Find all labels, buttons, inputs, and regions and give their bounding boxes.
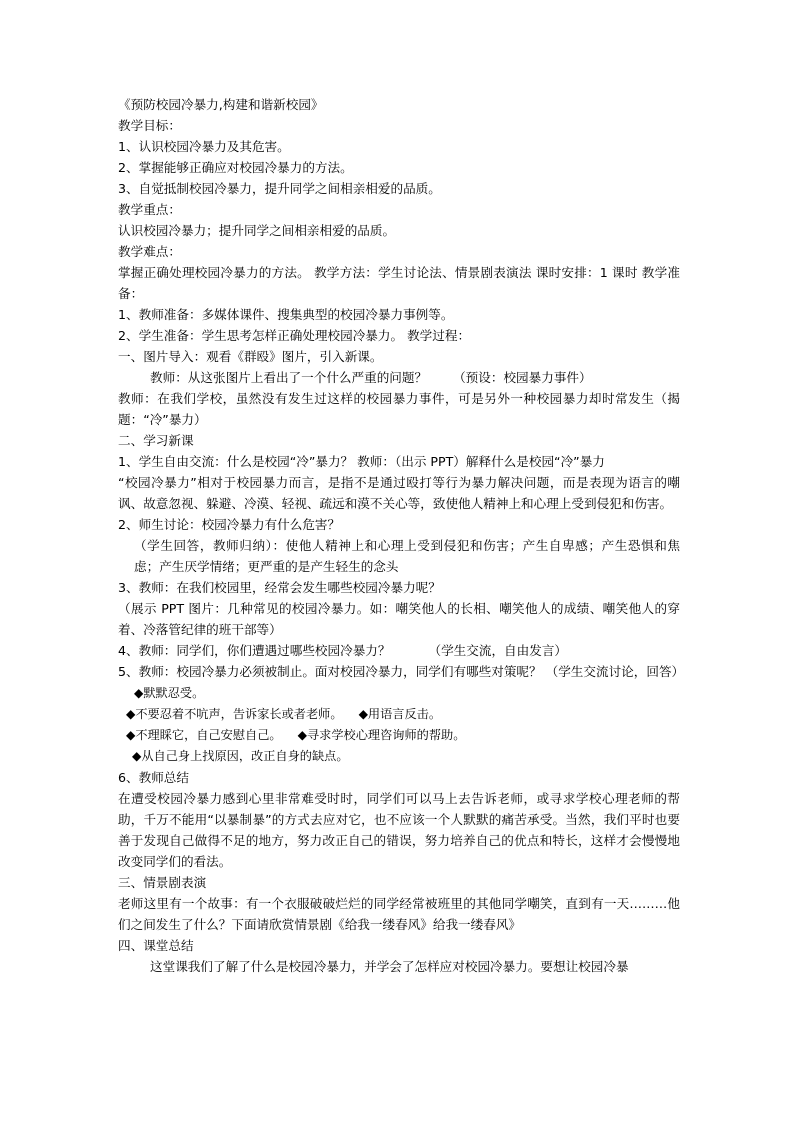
document-title: 《预防校园冷暴力,构建和谐新校园》 <box>118 97 324 112</box>
difficulties-text: 掌握正确处理校园冷暴力的方法。 教学方法：学生讨论法、情景剧表演法 课时安排：1 课时 教学准备： <box>118 265 680 301</box>
section2-item4-line <box>118 640 680 661</box>
teacher-question: 教师：从这张图片上看出了一个什么严重的问题？ <box>150 370 428 385</box>
key-points-text: 认识校园冷暴力；提升同学之间相亲相爱的品质。 <box>118 223 396 238</box>
strategy-bullet: ◆从自己身上找原因，改正自身的缺点。 <box>132 749 349 763</box>
strategy-line <box>118 704 680 725</box>
objective-item: 3、自觉抵制校园冷暴力，提升同学之间相亲相爱的品质。 <box>118 181 441 196</box>
section2-item4: 4、教师：同学们，你们遭遇过哪些校园冷暴力？ <box>118 643 391 658</box>
section2-item1: 1、学生自由交流：什么是校园“冷”暴力？ 教师：（出示 PPT）解释什么是校园“冷”暴力 <box>118 454 605 469</box>
section2-item3-text: （展示 PPT 图片：几种常见的校园冷暴力。如：嘲笑他人的长相、嘲笑他人的成绩、嘲笑他人的穿着、冷落管纪律的班干部等） <box>118 601 680 637</box>
preparation-item: 2、学生准备：学生思考怎样正确处理校园冷暴力。 教学过程： <box>118 328 471 343</box>
document-page <box>118 94 685 977</box>
section3-heading: 三、情景剧表演 <box>118 875 207 890</box>
preset-answer: （预设：校园暴力事件） <box>453 370 592 385</box>
section4-heading: 四、课堂总结 <box>118 938 194 953</box>
section2-item5-wrapper <box>118 661 685 704</box>
objective-item: 1、认识校园冷暴力及其危害。 <box>118 139 290 154</box>
difficulties-heading: 教学难点： <box>118 244 181 259</box>
objective-item: 2、掌握能够正确应对校园冷暴力的方法。 <box>118 160 353 175</box>
objectives-heading: 教学目标： <box>118 118 181 133</box>
section2-item2: 2、师生讨论：校园冷暴力有什么危害？ <box>118 517 341 532</box>
cold-violence-definition: “校园冷暴力”相对于校园暴力而言，是指不是通过殴打等行为暴力解决问题，而是表现为语言的嘲讽、故意忽视、躲避、冷漠、轻视、疏远和漠不关心等，致使他人精神上和心理上受到侵犯和伤害。 <box>118 475 680 511</box>
strategy-line <box>118 725 680 746</box>
section2-item3: 3、教师：在我们校园里，经常会发生哪些校园冷暴力呢？ <box>118 580 441 595</box>
key-points-heading: 教学重点： <box>118 202 181 217</box>
section2-item2-answer: （学生回答，教师归纳）：使他人精神上和心理上受到侵犯和伤害；产生自卑感；产生恐惧和焦虑；产生厌学情绪；更严重的是产生轻生的念头 <box>134 538 680 574</box>
section1-teacher-text: 教师：在我们学校，虽然没有发生过这样的校园暴力事件，可是另外一种校园暴力却时常发生（揭题：“冷”暴力） <box>118 391 680 427</box>
section2-item5: 5、教师：校园冷暴力必须被制止。面对校园冷暴力，同学们有哪些对策呢？ （学生交流讨论，回答） <box>118 664 685 679</box>
section3-text: 老师这里有一个故事：有一个衣服破破烂烂的同学经常被班里的其他同学嘲笑，直到有一天………他们之间发生了什么？下面请欣赏情景剧《给我一缕春风》给我一缕春风》 <box>118 896 680 932</box>
strategy-bullet: ◆不要忍着不吭声，告诉家长或者老师。 <box>126 707 343 721</box>
section2-item6: 6、教师总结 <box>118 770 189 785</box>
strategy-bullet: ◆不理睬它，自己安慰自己。 <box>126 728 282 742</box>
section2-item4-note: （学生交流，自由发言） <box>428 643 568 658</box>
teacher-summary: 在遭受校园冷暴力感到心里非常难受时时，同学们可以马上去告诉老师，或寻求学校心理老师的帮助，千万不能用“以暴制暴”的方式去应对它，也不应该一个人默默的痛苦承受。当然，我们平时也要善于发现自己做得不足的地方，努力改正自己的错误，努力培养自己的优点和特长，这样才会慢慢地改变同学们的看法。 <box>118 791 680 869</box>
strategy-bullet: ◆默默忍受。 <box>134 686 205 700</box>
strategy-bullet: ◆寻求学校心理咨询师的帮助。 <box>297 728 466 742</box>
section1-question-line <box>118 367 680 388</box>
section4-text: 这堂课我们了解了什么是校园冷暴力，并学会了怎样应对校园冷暴力。要想让校园冷暴 <box>150 959 629 974</box>
preparation-item: 1、教师准备：多媒体课件、搜集典型的校园冷暴力事例等。 <box>118 307 454 322</box>
section2-heading: 二、学习新课 <box>118 433 194 448</box>
section1-heading: 一、图片导入：观看《群殴》图片，引入新课。 <box>118 349 383 364</box>
strategy-bullet: ◆用语言反击。 <box>358 707 442 721</box>
